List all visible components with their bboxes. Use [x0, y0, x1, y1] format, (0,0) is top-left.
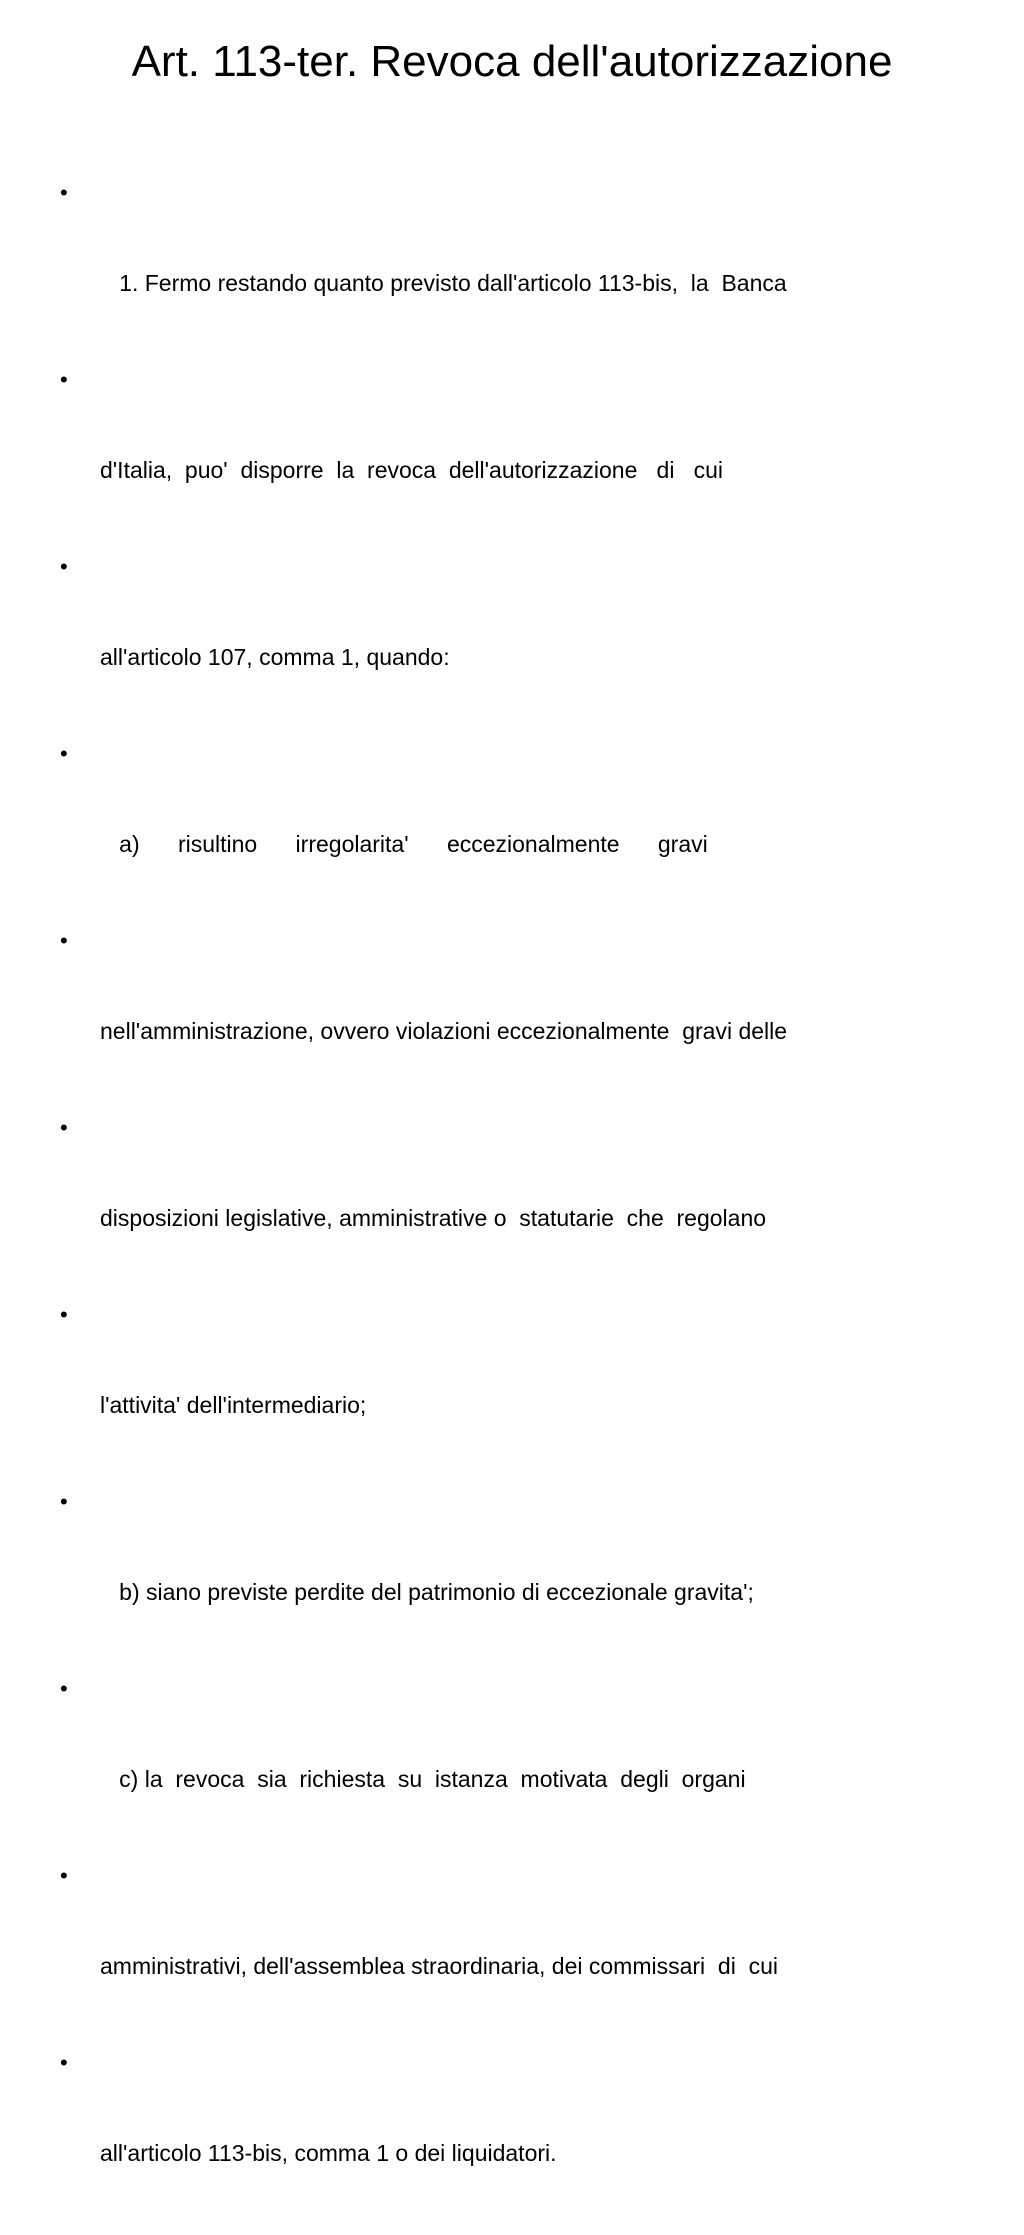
list-item-text: amministrativi, dell'assemblea straordinaria, dei commissari di cui: [100, 1953, 779, 1979]
list-item: [60, 1487, 960, 1667]
list-item: [60, 1674, 960, 1854]
bullet-icon: •: [60, 554, 68, 579]
list-item: [60, 1300, 960, 1480]
list-item: [60, 926, 960, 1106]
bullet-icon: •: [60, 2050, 68, 2075]
list-item: [60, 1113, 960, 1293]
list-item: [60, 365, 960, 545]
list-item-text: 1. Fermo restando quanto previsto dall'articolo 113-bis, la Banca: [100, 270, 787, 296]
bullet-icon: •: [60, 367, 68, 392]
bullet-icon: •: [60, 180, 68, 205]
list-item-text: all'articolo 107, comma 1, quando:: [100, 644, 450, 670]
list-item-text: all'articolo 113-bis, comma 1 o dei liquidatori.: [100, 2140, 557, 2166]
list-item-text: a) risultino irregolarita' eccezionalmente gravi: [100, 831, 708, 857]
bullet-icon: •: [60, 741, 68, 766]
list-item-text: c) la revoca sia richiesta su istanza motivata degli organi: [100, 1766, 746, 1792]
list-item: [60, 2048, 960, 2228]
bullet-icon: •: [60, 1489, 68, 1514]
bullet-list: [60, 178, 960, 2235]
list-item-text: nell'amministrazione, ovvero violazioni eccezionalmente gravi delle: [100, 1018, 788, 1044]
list-item: [60, 552, 960, 732]
list-item-text: d'Italia, puo' disporre la revoca dell'autorizzazione di cui: [100, 457, 723, 483]
slide-title: Art. 113-ter. Revoca dell'autorizzazione: [131, 37, 893, 86]
list-item-text: l'attivita' dell'intermediario;: [100, 1392, 367, 1418]
list-item: [60, 178, 960, 358]
list-item: [60, 1861, 960, 2041]
list-item: [60, 739, 960, 919]
list-item-text: b) siano previste perdite del patrimonio di eccezionale gravita';: [100, 1579, 754, 1605]
bullet-icon: •: [60, 1863, 68, 1888]
bullet-icon: •: [60, 1676, 68, 1701]
bullet-icon: •: [60, 928, 68, 953]
list-item-text: disposizioni legislative, amministrative o statutarie che regolano: [100, 1205, 767, 1231]
bullet-icon: •: [60, 1302, 68, 1327]
bullet-icon: •: [60, 1115, 68, 1140]
